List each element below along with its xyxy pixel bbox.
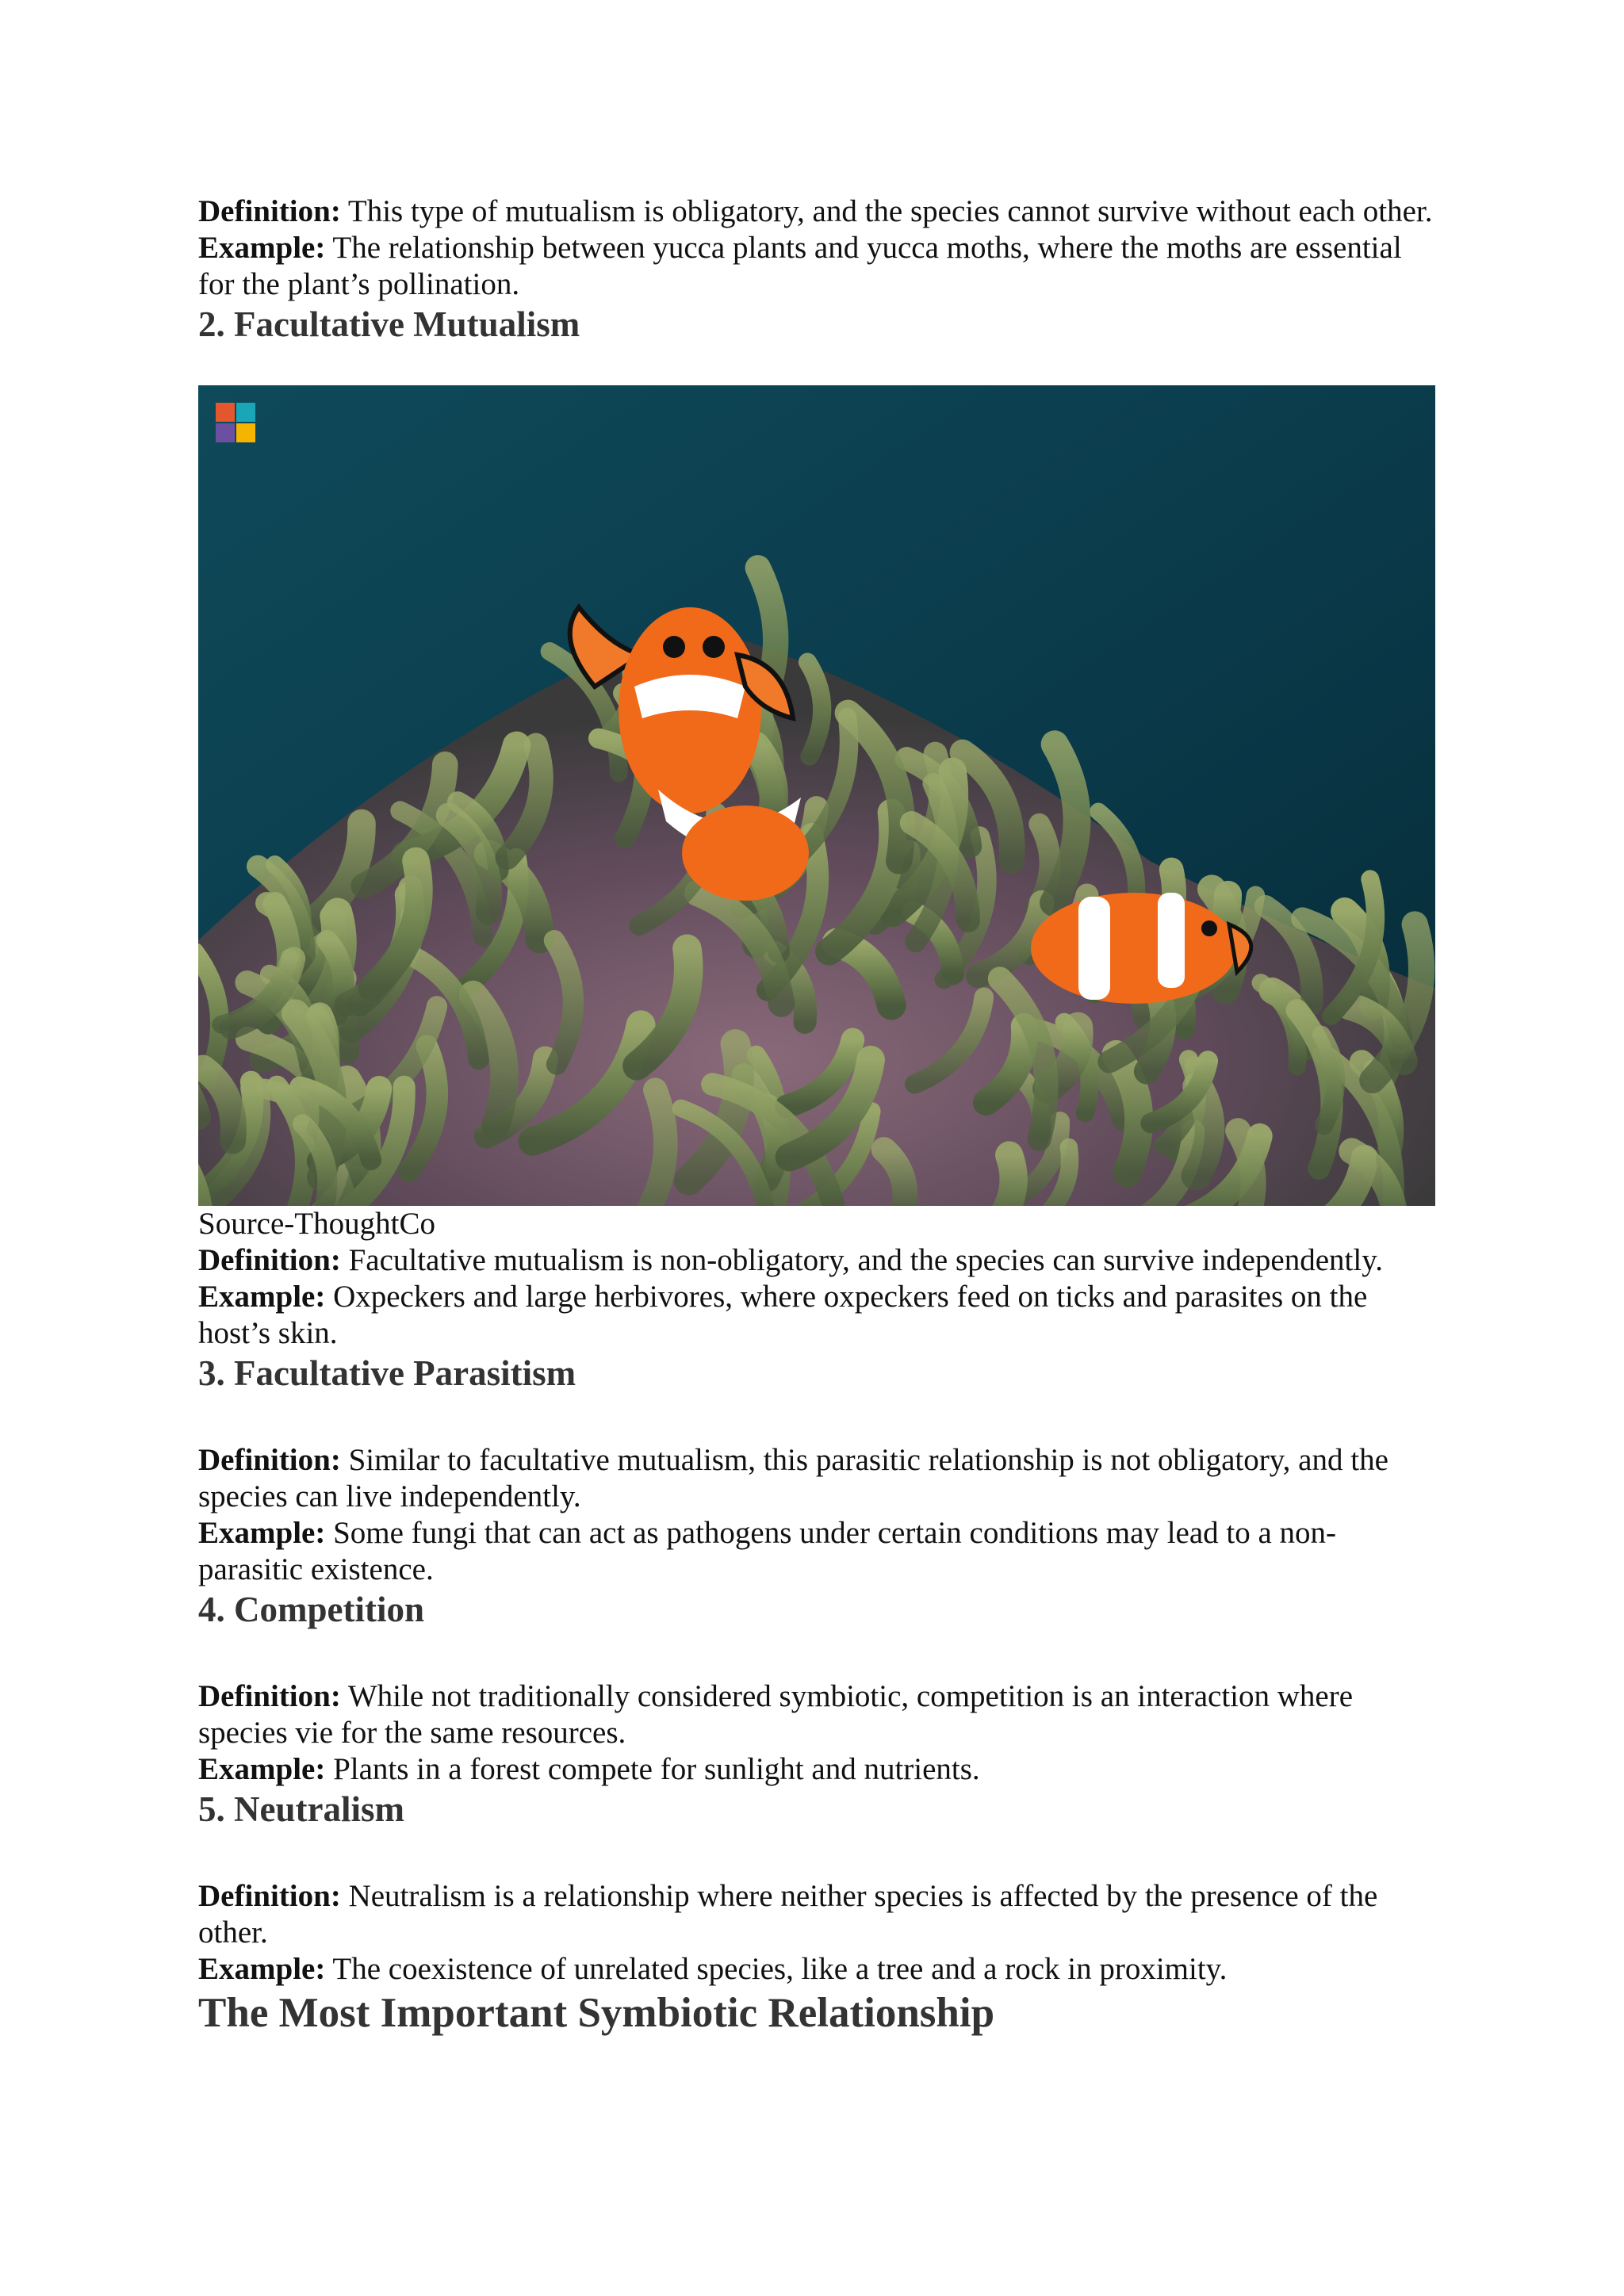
definition-facultative-mutualism: [198, 1242, 1435, 1279]
section-spacer: [198, 1831, 1435, 1878]
definition-text: Similar to facultative mutualism, this parasitic relationship is not obligatory, and the species can live independently.: [198, 1443, 1388, 1513]
definition-label: Definition:: [198, 194, 341, 228]
definition-competition: [198, 1678, 1435, 1751]
example-text: The relationship between yucca plants and yucca moths, where the moths are essential for the plant’s pollination.: [198, 231, 1402, 301]
definition-text: This type of mutualism is obligatory, and the species cannot survive without each other.: [340, 194, 1433, 228]
example-text: The coexistence of unrelated species, like a tree and a rock in proximity.: [325, 1952, 1228, 1986]
example-label: Example:: [198, 1516, 326, 1550]
example-obligate-mutualism: [198, 230, 1435, 303]
example-facultative-mutualism: [198, 1279, 1435, 1352]
example-label: Example:: [198, 1752, 326, 1786]
anemone-tentacle: [1238, 1131, 1254, 1206]
example-competition: [198, 1751, 1435, 1788]
definition-neutralism: [198, 1878, 1435, 1951]
example-text: Plants in a forest compete for sunlight and nutrients.: [325, 1752, 980, 1786]
definition-facultative-parasitism: [198, 1442, 1435, 1515]
example-label: Example:: [198, 1952, 326, 1986]
section-spacer: [198, 1395, 1435, 1442]
example-text: Some fungi that can act as pathogens under certain conditions may lead to a non-parasitic existence.: [198, 1516, 1337, 1586]
document-page: [198, 193, 1435, 2038]
heading-facultative-parasitism: 3. Facultative Parasitism: [198, 1353, 576, 1393]
definition-label: Definition:: [198, 1243, 341, 1277]
example-label: Example:: [198, 1280, 326, 1314]
heading-most-important-relationship: The Most Important Symbiotic Relationship: [198, 1990, 995, 2036]
definition-text: Neutralism is a relationship where neither species is affected by the presence of the other.: [198, 1879, 1378, 1950]
definition-label: Definition:: [198, 1879, 341, 1913]
example-text: Oxpeckers and large herbivores, where oxpeckers feed on ticks and parasites on the host’s skin.: [198, 1280, 1368, 1350]
section-spacer: [198, 1631, 1435, 1678]
example-neutralism: [198, 1951, 1435, 1988]
definition-label: Definition:: [198, 1679, 341, 1713]
heading-competition: 4. Competition: [198, 1590, 424, 1629]
definition-obligate-mutualism: [198, 193, 1435, 230]
image-caption: Source-ThoughtCo: [198, 1207, 435, 1241]
heading-facultative-mutualism: 2. Facultative Mutualism: [198, 304, 580, 344]
definition-label: Definition:: [198, 1443, 341, 1477]
clownfish-anemone-image: [198, 385, 1435, 1206]
heading-neutralism: 5. Neutralism: [198, 1789, 404, 1829]
definition-text: While not traditionally considered symbiotic, competition is an interaction where species vie for the same resources.: [198, 1679, 1354, 1750]
example-label: Example:: [198, 231, 326, 265]
definition-text: Facultative mutualism is non-obligatory, and the species can survive independently.: [340, 1243, 1383, 1277]
example-facultative-parasitism: [198, 1515, 1435, 1588]
